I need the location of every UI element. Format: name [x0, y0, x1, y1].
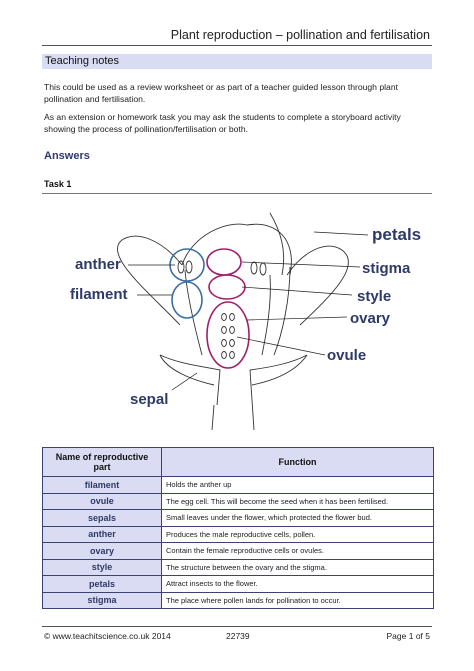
answers-heading: Answers: [44, 150, 90, 162]
stem-outline: [212, 370, 254, 430]
part-name-cell: petals: [43, 576, 162, 593]
ovule-dot: [230, 327, 235, 334]
footer-divider: [42, 626, 432, 627]
ovary-highlight-circle: [207, 302, 249, 368]
teaching-notes-heading: Teaching notes: [42, 54, 432, 69]
anther-oval-3: [251, 262, 257, 274]
function-cell: The structure between the ovary and the stigma.: [162, 559, 434, 576]
receptacle-outline: [160, 355, 307, 405]
part-name-cell: anther: [43, 526, 162, 543]
notes-paragraph-2: As an extension or homework task you may ask the students to complete a storyboard activity showing the process of pollination/fertilisation or both.: [44, 112, 401, 134]
function-cell: The place where pollen lands for pollination to occur.: [162, 592, 434, 609]
ovule-dot: [230, 314, 235, 321]
part-name-cell: filament: [43, 477, 162, 494]
part-name-cell: style: [43, 559, 162, 576]
style-highlight-circle: [209, 275, 245, 299]
ovule-dot: [222, 340, 227, 347]
ovule-dot: [222, 327, 227, 334]
ovule-dot: [230, 340, 235, 347]
stigma-pointer: [242, 262, 360, 267]
part-name-cell: ovary: [43, 543, 162, 560]
function-cell: Produces the male reproductive cells, pollen.: [162, 526, 434, 543]
ovule-dot: [222, 352, 227, 359]
table-row: [43, 559, 434, 576]
label-ovule: ovule: [327, 347, 367, 364]
label-style: style: [357, 288, 392, 305]
sepal-left-outline: [160, 355, 214, 385]
column-header-part: Name of reproductive part: [43, 448, 162, 477]
label-sepal: sepal: [130, 391, 169, 408]
anther-oval-4: [260, 263, 266, 275]
ovule-pointer: [237, 337, 325, 355]
reproductive-parts-table: [42, 447, 434, 609]
part-name-cell: stigma: [43, 592, 162, 609]
sepal-right-outline: [252, 355, 307, 385]
petals-pointer: [314, 232, 368, 235]
function-cell: Holds the anther up: [162, 477, 434, 494]
task-1-heading: Task 1: [44, 179, 72, 189]
stamen-far-right-line: [274, 267, 290, 355]
ovule-dot: [230, 352, 235, 359]
flower-diagram: [42, 205, 432, 435]
column-header-function: Function: [162, 448, 434, 477]
ovule-dot: [222, 314, 227, 321]
label-anther: anther: [75, 256, 121, 273]
petal-tip-outline: [270, 213, 284, 275]
petal-left-outline: [117, 236, 182, 325]
label-petals: petals: [372, 225, 422, 244]
table-row: [43, 576, 434, 593]
label-ovary: ovary: [350, 310, 391, 327]
part-name-cell: ovule: [43, 493, 162, 510]
task-divider: [42, 193, 432, 194]
footer-page-number: Page 1 of 5: [386, 631, 430, 641]
function-cell: Contain the female reproductive cells or ovules.: [162, 543, 434, 560]
petal-right-outline: [287, 246, 348, 325]
table-row: [43, 493, 434, 510]
function-cell: Small leaves under the flower, which protected the flower bud.: [162, 510, 434, 527]
label-stigma: stigma: [362, 260, 411, 277]
table-row: [43, 526, 434, 543]
notes-paragraph-1: This could be used as a review worksheet or as part of a teacher guided lesson through plant pollination and fertilisation.: [44, 82, 398, 104]
label-filament: filament: [70, 286, 128, 303]
table-row: [43, 510, 434, 527]
table-row: [43, 592, 434, 609]
header-divider: [42, 45, 432, 46]
part-name-cell: sepals: [43, 510, 162, 527]
footer-document-id: 22739: [226, 631, 250, 641]
anther-oval-2: [186, 261, 192, 273]
page-header-title: Plant reproduction – pollination and fertilisation: [170, 28, 430, 42]
stigma-highlight-circle: [207, 249, 241, 275]
footer-copyright: © www.teachitscience.co.uk 2014: [44, 631, 171, 641]
petal-back-outline: [182, 224, 291, 275]
table-row: [43, 543, 434, 560]
table-header-row: [43, 448, 434, 477]
function-cell: Attract insects to the flower.: [162, 576, 434, 593]
table-row: [43, 477, 434, 494]
anther-oval-1: [178, 261, 184, 273]
ovary-pointer: [247, 317, 347, 320]
function-cell: The egg cell. This will become the seed when it has been fertilised.: [162, 493, 434, 510]
